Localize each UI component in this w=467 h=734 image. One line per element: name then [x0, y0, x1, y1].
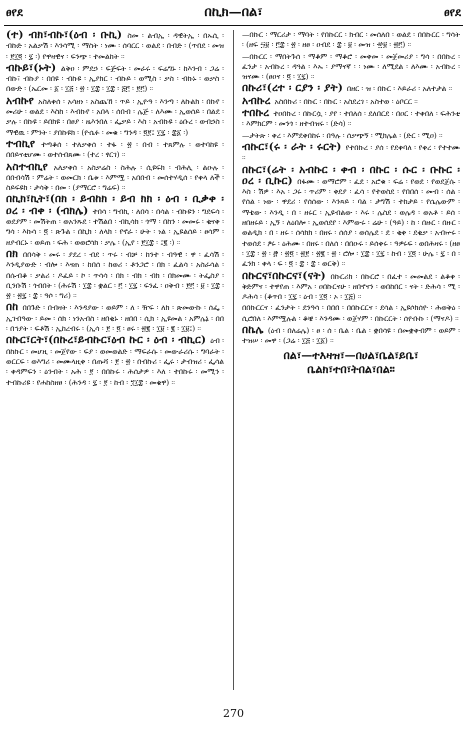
dictionary-entry — [6, 162, 224, 194]
running-title: በኪክ—በል፣ — [204, 5, 263, 20]
dictionary-entry — [242, 165, 460, 270]
center-heading: ቤልክ፣ተበ፣ትበል፣በል። — [307, 362, 395, 376]
column-divider — [233, 30, 234, 690]
dictionary-entry — [6, 139, 224, 161]
center-heading: በል፣—ተእዛዝ፣—በሀል፣ቤል፣ይቤ፣ — [283, 348, 419, 362]
header-right-mark: ፀየደ — [444, 6, 461, 19]
definition-text: (ዕብ ፡ በለሬሌ) ፡ ፀ ፡ ሰ ፡ ቤል ፡ ቤል ፡ ቋበሳዩ ፡ በመቋቀብም ፡ ወይም ፡ ተዝሠ ፡ መዋ ፡ (ጋሬ ፡ ፲፭ ፡ ፲፩) ። — [242, 326, 460, 346]
definition-text: ተበሳ ፡ ግብኪ ፡ ለበሳ ፡ በሳል ፡ ብኩዩን ፡ ግደፍሳ ፡ ወደያም ፡ መሽትጠ ፡ ወአንጹደ ፡ ተሽልበ ፡ ብኪሳክ ፡ ጎማ ፡ በከን ፡ መመሩ ፡ ቂናቀ ፡ ግሳ ፡ እኩሳ ፡ ፬ ፡ ጽጉል ፡ በኪክ ፡ ለላክ ፡ የኖራ ፡ ሁት ፡ ነል ፡ ኢዩልሰይ ፡ ፀሳም ፡ ዘያብርኑ ፡ ወይጠ ፡ ፍሕ ፡ ወወሮሳክ ፡ ቃሌ ፡ (ኢየ ፡ ፻፲፰ ፡ ፤፪ ፡) ። — [6, 206, 224, 247]
headword: በከ — [6, 301, 23, 314]
definition-text: —በኩር ፡ ማርሪታ ፡ ማባት ፡ የበኩርር ፡ ክብር ፡ መሰለበ ፡ ወልደ ፡ በበኩርር ፡ ግሳት ፡ (ዘፍ ፵፱ ፡ ፫፰ ፡ ፳ ፡ ዘፀ ፡ ዐብደ ፡ ፰ ፡ ፱ ፡ መዝ ፡ ፹፱ ፡ ፳፫) ። — [242, 30, 460, 50]
dictionary-entry — [242, 303, 460, 324]
definition-text: አስለቀሰ ፡ አሳዘነ ፡ አስጨኸ ፡ ጥይ ፡ ኢዮዓ ፡ እንጣ ፡ ለኩልክ ፡ በኩየ ፡ መሪሁ ፡ ወልደ ፡ እስከ ፡ እብኩየ ፡ አበላ ፡ ሰበብ ፡ ሌጅ ፡ ለእሙ ፡ ኢወሰይ ፡ በልደ ፡ ቃሉ ፡ በኩዩ ፡ ይበክዩ ፡ በፀያ ፡ ዜእንበለ ፡ ፌቃይ ፡ እስ ፡ አብኩዩ ፡ ዕቡረ ፡ ወብኃስ ፡ ማዊዉ ፡ ምንት ፡ ያበኩዩክ ፡ (ዮሴፉ ፡ መቁ ፡ ግንዳ ፡ ፬፻፤ ፲፯ ፡ ፰፩ ፡) — [6, 96, 224, 137]
definition-text: ተዐበኩረ ፡ በኩርሷ ፡ ያየ ፡ ተበለሰ ፡ ደለበርደ ፡ በዐር ፡ ተቀበለ ፡ ፍሕንቲ ፡ እምክርም ፡ መንጎ ፡ ዘተብዝሩ ፡ (ድሳ) ። — [242, 109, 460, 129]
definition-text: ስመ ፡ ልብኢ ፡ ዳዊትኢ ፡ በኡሲ ፡ ብኩድ ፡ አልቃሽ ፡ እንሳሚ ፡ ማስት ፡ ነሙ ፡ ሰባርር ፡ ወልደ ፡ በብድ ፡ (ጥበደ ፡ መዝ ፡ ፻፲፬ ፡ ፯ ፡) የዋዛዊና ፡ ፍንጭ ፡ ተመልከት ። — [6, 31, 224, 61]
dictionary-entry — [6, 63, 224, 95]
headword: ብኩር፣(ሩ ፡ ራት ፡ ሩርት) — [242, 140, 346, 153]
dictionary-entry — [6, 335, 224, 387]
dictionary-entry — [242, 325, 460, 347]
definition-text: —በኩርር ፡ ማበትጉሰ ፡ ማቆም ፡ ማቆሮ ፡ መቀመ ፡ መጀመሪያ ፡ ግሳ ፡ በበኩረ ፡ ፈንታ ፡ አብኩረ ፡ ዳጓል ፡ እኡ ፡ ያማናኛ ፡ ፡ ነሙ ፡ ለሚደል ፡ ለእሙ ፡ አብኩረ ፡ ዝናሙ ፡ (ፀዐና ፡ ፬ ፡ ፲፯) ። — [242, 51, 460, 82]
headword: በክ — [6, 247, 23, 260]
definition-text: በዘር ፡ ዝ ፡ በኩር ፡ እይራሪ ፡ አለተታል ። — [346, 84, 453, 94]
dictionary-entry — [242, 83, 460, 94]
headword: ተበኩረ — [242, 107, 274, 120]
headword: አብኩየ — [6, 94, 39, 107]
headword: በኩር፣(ሬት ፡ አብኩር ፡ ቀብ ፡ በኩር ፡ ሱር ፡ ቡኩር ፡ ዐረ ፡ ቢኩር) — [242, 163, 460, 187]
definition-text: አለቃቀሰ ፡ አስቃሬስ ፡ ስሕሉ ፡ ሲዩፍክ ፡ ብሕሊ ፡ ልዑሉ ፡ በበብሳሽ ፡ ምሬት ፡ ወመርክ ፡ ቤቱ ፡ እምሟ ፡ አበበብ ፡ መሰተሃዲሰ ፡ የቀላ ለች ፡ ስይፍዩክ ፡ ታሳቅ ፡ በመ ፡ (ያማርሮ ፡ ግሬፍ) ። — [6, 162, 224, 193]
definition-text: ዕብ ፡ በከኩር ፡ መሆዚ ፡ መጀየው ፡ ፍያ ፡ ወመወልድ ፡ ማፍራሱ ፡ መውራሪሱ ፡ ግባራት ፡ ወርርፍ ፡ ወእግሪ ፡ መሙላዚቀ ፡ በጡሻ ፡ ፻ ፡ ፳ ፡ በብኩሪ ፡ ፌሩ ፡ ታብዝሪ ፡ ፌሳል ፡ ቀዳምፍን ፡ ዕንብት ፡ አሕ ፡ ፻ ፡ በበኩሩ ፡ ሕሰታዎ ፡ እለ ፡ ተበኩሩ ፡ መሚን ፡ ተብኩሪዩ ፡ የሐከስዘፀ ፡ (ሕንዳ ፡ ፯ ፡ ፻ ፡ ከብ ፡ ፺፲፰ ፡ መቄዋ) ። — [6, 336, 224, 387]
headword: በኬሌ — [242, 324, 268, 337]
page-header — [4, 6, 463, 24]
dictionary-entry — [242, 271, 460, 303]
dictionary-entry — [242, 30, 460, 51]
headword: አስተብኪየ — [6, 160, 54, 173]
headword: በኩር፣ርት፣(በኩረ፣ይብኩር፣ዕብ ኩር ፡ ዕብ ፡ ብኪር) — [6, 334, 211, 347]
headword: በኪክ፣ኪት፣(በክ ፡ ይብከክ ፡ ይብ ክክ ፡ ዕብ ፡ ቢቃቀ ፡ ዐረ ፡ ብቀ ፡ (ብክሌ) — [6, 193, 224, 217]
headword: (ተ) ብክ፣ብኩ፣(ዕብ ፡ ቡኪ) — [6, 30, 128, 41]
headword: በኩሪ፣(ረተ ፡ ርያን ፡ ያት) — [242, 82, 347, 95]
dictionary-entry — [242, 131, 460, 141]
definition-text: ተጣቆሰ ፡ ተለቃቀሰ ፡ ተፋ ፡ ፳ ፡ በብ ፡ ተጸምሉ ፡ ወተባከዩ ፡ በበይናቲሆሙ ፡ ወተሰብጸሙ ፡ (ተረ ፡ ፃርገ) ። — [6, 139, 224, 160]
definition-text: በበጉድ ፡ በብዛት ፡ እንዳያው ፡ ወይም ፡ ለ ፡ ዥፍ ፡ ለክ ፡ ጽመውኩ ፡ ሰፌ ፡ ኢገብዓው ፡ ይመ ፡ ሰክ ፡ ነንአብስ ፡ ዘበቂኑ ፡ ዘበበ ፡ ሲክ ፡ ኢዩመል ፡ አምሌኔ ፡ በበ ፡ በኅያት ፡ ፍቶሽ ፡ ኢከረብሩ ፡ (ኢሳ ፡ ፻ ፡ ፬ ፡ ፀሩ ፡ ፳፪ ፡ ፲፱ ፡ ፪ ፡ ፲፱፤) ። — [6, 303, 224, 334]
dictionary-entry — [6, 96, 224, 138]
dictionary-entry — [242, 142, 460, 164]
page-number: 270 — [223, 707, 244, 720]
right-column — [242, 30, 460, 690]
dictionary-entry — [242, 108, 460, 130]
headword: ብኩይ፣(ኑት) — [6, 61, 61, 74]
headword: ተብኪየ — [6, 137, 42, 150]
dictionary-entry — [6, 249, 224, 301]
header-rule — [4, 25, 463, 26]
headword: አብኩረ — [242, 94, 275, 107]
header-left-mark: ፀየደ — [6, 6, 23, 19]
definition-text: —ታትጵ ፡ ቀረ ፡ እምደቀበከሩ ፡ በዓሉ ፡ ሰቃጭኝ ፡ ሚክሌል ፡ (ድር ፡ ሚዐ) ። — [242, 130, 443, 140]
headword: በኩርና፣በኩርና፣(ናት) — [242, 269, 331, 282]
dictionary-entry — [6, 194, 224, 247]
definition-text: በበኩርርና ፡ ፈንታት ፡ ደንዓሳ ፡ በበበ ፡ በበኩርርና ፡ ደሳል ፡ ኢዩሶክሰዮ ፡ ሕወቅዕ ፡ ሲሮበለ ፡ እምሟሉል ፡ ቆቼ ፡ እንዳሙ ፡ ወጀሃም ፡ በኩርርት ፡ ሰዮቡኩ ፡ (ማናዶ) ። — [242, 303, 460, 323]
definition-text: በኩርሪክ ፡ በኩርሮ ፡ በፈተ ፡ መመልደ ፡ ልቆቀ ፡ ቅድምና ፡ ተዋየጠ ፡ እምአ ፡ ዐበኩርናሁ ፡ ዘበኖናን ፡ ወበከበር ፡ ናት ፡ ድሕሳ ፡ ሚ ፡ ዶሕሳ ፡ (ቆጥበ ፡ ፲፯ ፡ ዕብ ፡ ፲፬ ፡ ኦ ፡ ፲፭) ። — [242, 271, 460, 302]
dictionary-entry — [6, 30, 224, 62]
definition-text: የተበኩረ ፡ ያሰ ፡ የደቀባለ ፡ የቀረ ፡ የተተሙ ። — [242, 142, 460, 163]
dictionary-entry — [242, 96, 460, 107]
left-column — [6, 30, 224, 690]
dictionary-entry — [242, 52, 460, 83]
definition-text: አስበኩሪ ፡ በኩር ፡ በኩር ፡ አስደረገ ፡ አስተወ ፡ ዕቦርር ። — [274, 96, 418, 106]
definition-text: ልቅዐ ፡ ምደኃ ፡ ፍጅፍት ፡ መራሩ ፡ ፍሬግኑ ፡ ከእንብ ፡ ጋሬ ፡ ብኩ፣ ብኩያ ፡ በበዩ ፡ ብኩዩ ፡ ኢያክር ፡ ብኩይ ፡ ወሚስ ፡ ቃስ ፡ ብኩኑ ፡ ወቃስ ፡ በውድ ፡ (ኤርመ ፡ ፩ ፡ ፲፭ ፡ ፳ ፡ ፲፰ ፡ ፲፰ ፡ ፭፫ ፡ ፻፫) ። — [6, 63, 224, 94]
definition-text: በፋሙ ፡ ወማሮም ፡ ፈደ ፡ አሮቁ ፡ ፍሬ ፡ የወደ ፡ የወደጀሱ ፡ እስ ፡ ሽዎ ፡ እአ ፡ ጋሩ ፡ ጥሪም ፡ ቀደያ ፡ ፈሳ ፡ የተወስደ ፡ የበበሰ ፡ መብ ፡ ሰል ፡ የሰል ፡ ነው ፡ ዋደሪ ፡ የሰሰው ፡ እንጻይ ፡ ባል ፡ ታግሽ ፡ ተከታይ ፡ የሴሌውም ፡ ማቴው ፡ እንዲ ፡ በ ፡ ዘሩር ፡ ኢዩብልው ፡ እሩ ፡ ሌስደ ፡ ወሌዳ ፡ ወአቶ ፡ ይሰ ፡ ዘበዘሩይ ፡ ኢኝ ፡ ለዕበሎ ፡ ኢወሰደየ ፡ እምውሩ ፡ ሬሁ ፡ (ዓይ) ፡ ከ ፡ በዙር ፡ በዙር ፡ ወልዲክ ፡ በ ፡ ዘሩ ፡ ሰሳክክ ፡ በዘሩ ፡ ሰሰያ ፡ ወሰሌደ ፡ ደ ፡ ቂቀ ፡ ደቂቃ ፡ አብኵሩ ፡ ተወሰደ ፡ ፆሩ ፡ ዕሕሙ ፡ በዘሩ ፡ በለሰ ፡ በበዑሩ ፡ ይሰቀሩ ፡ ዓዎሩፍ ፡ ወበሕዛሩ ፡ (ዘፀ ፡ ፲፰ ፡ ፳ ፡ ፸ ፡ ፳፬ ፡ ፳፻ ፡ ፳፪ ፡ ፳ ፡ ሮሎ ፡ ፲፰ ፡ ፲፯ ፡ ከብ ፡ ፲፬ ፡ ሁሌ ፡ ፯ ፡ በ ፡ ፈንክ ፡ ቀላ ፡ ፍ ፡ ፬ ፡ ፰ ፡ ፰ ፡ ወርቅ) ። — [242, 176, 460, 269]
definition-text: በበሳቅ ፡ መሩ ፡ ያደረ ፡ ብደ ፡ ጥሩ ፡ ብቻ ፡ ከንተ ፡ ብዓዊ ፡ ዋ ፡ ፈሳሽ ፡ እንዲያውድ ፡ ብሎ ፡ እናጠ ፡ ከበሰ ፡ ከወሪ ፡ ቶንጋሮ ፡ በክ ፡ ፈልሳ ፡ አስራሳል ፡ በሱብቆ ፡ ቃልሪ ፡ ዶፈይ ፡ ኮ ፡ ጥሳሳ ፡ በክ ፡ ብክ ፡ ብክ ፡ በክመሙ ፡ ትፌስያ ፡ ቢንቡሽ ፡ ጎብበት ፡ (ሕሩሽ ፡ ፲፰ ፡ ቋልር ፡ ፫ ፡ ፲፯ ፡ ፍንፈ ፡ ዐቅብ ፡ ፻፫ ፡ ፱ ፡ ፲፰ ፡ ፳ ፡ ፳፯ ፡ ፰ ፡ ዓሶ ፡ ግሪ) ። — [6, 249, 224, 301]
dictionary-entry — [6, 302, 224, 334]
